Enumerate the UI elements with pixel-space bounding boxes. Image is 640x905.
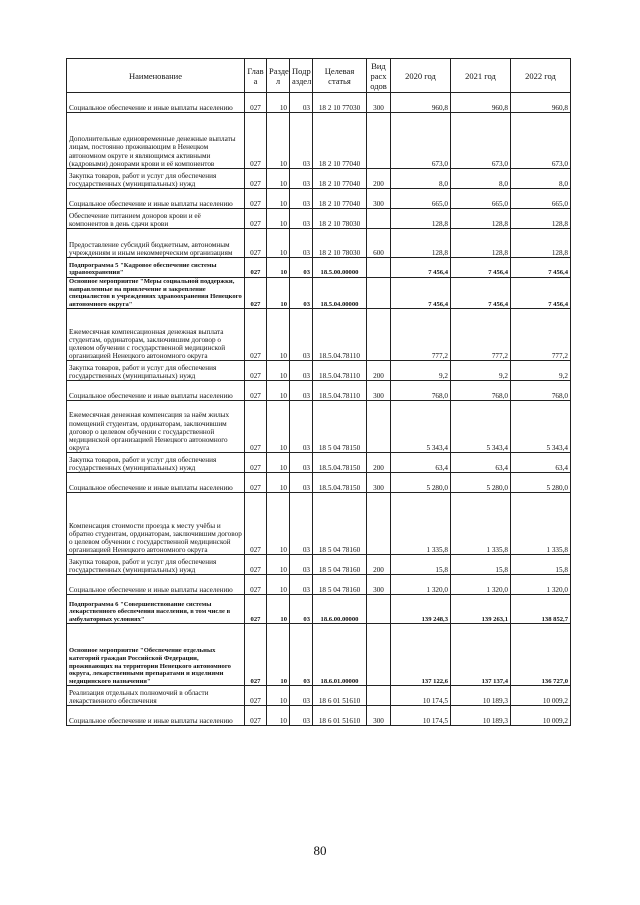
cell-podrazdel: 03 (290, 381, 313, 401)
cell-podrazdel: 03 (290, 624, 313, 686)
cell-statya: 18.5.04.78110 (313, 361, 367, 381)
cell-podrazdel: 03 (290, 209, 313, 229)
cell-y2022: 665,0 (511, 189, 571, 209)
table-row (67, 209, 571, 229)
cell-y2021: 15,8 (451, 555, 511, 575)
cell-glava: 027 (245, 278, 267, 309)
cell-name: Социальное обеспечение и иные выплаты населению (67, 473, 245, 493)
header-statya: Целевая статья (313, 59, 367, 93)
cell-podrazdel: 03 (290, 575, 313, 595)
table-row (67, 575, 571, 595)
cell-statya: 18.6.01.00000 (313, 624, 367, 686)
cell-y2020: 137 122,6 (391, 624, 451, 686)
cell-y2020: 1 320,0 (391, 575, 451, 595)
cell-vid: 200 (367, 361, 391, 381)
cell-podrazdel: 03 (290, 361, 313, 381)
cell-razdel: 10 (267, 169, 290, 189)
cell-glava: 027 (245, 169, 267, 189)
cell-vid (367, 258, 391, 278)
cell-podrazdel: 03 (290, 189, 313, 209)
cell-y2020: 10 174,5 (391, 686, 451, 706)
cell-y2020: 5 343,4 (391, 401, 451, 453)
table-row (67, 624, 571, 686)
cell-statya: 18 6 01 51610 (313, 686, 367, 706)
table-header-row (67, 59, 571, 93)
table-row (67, 706, 571, 726)
cell-y2022: 777,2 (511, 309, 571, 361)
cell-statya: 18.6.00.00000 (313, 595, 367, 624)
header-podrazdel: Подр аздел (290, 59, 313, 93)
cell-razdel: 10 (267, 555, 290, 575)
cell-name: Социальное обеспечение и иные выплаты населению (67, 575, 245, 595)
cell-name: Социальное обеспечение и иные выплаты населению (67, 706, 245, 726)
cell-podrazdel: 03 (290, 595, 313, 624)
table-row (67, 595, 571, 624)
cell-y2020: 9,2 (391, 361, 451, 381)
cell-vid: 200 (367, 453, 391, 473)
cell-statya: 18 2 10 78030 (313, 229, 367, 258)
cell-podrazdel: 03 (290, 258, 313, 278)
cell-razdel: 10 (267, 361, 290, 381)
cell-name: Дополнительные единовременные денежные выплаты лицам, постоянно проживающим в Ненецком автономном округе и являющимся активными (кадровыми) донорами крови и её компонентов (67, 113, 245, 169)
cell-glava: 027 (245, 229, 267, 258)
table-row (67, 401, 571, 453)
cell-podrazdel: 03 (290, 169, 313, 189)
cell-y2020: 960,8 (391, 93, 451, 113)
cell-y2021: 960,8 (451, 93, 511, 113)
cell-glava: 027 (245, 361, 267, 381)
cell-podrazdel: 03 (290, 309, 313, 361)
cell-y2022: 7 456,4 (511, 258, 571, 278)
cell-razdel: 10 (267, 229, 290, 258)
cell-name: Компенсация стоимости проезда к месту учёбы и обратно студентам, ординаторам, заключившим договор о целевом обучении с государственной медицинской организацией Ненецкого автономного округа (67, 493, 245, 555)
cell-name: Закупка товаров, работ и услуг для обеспечения государственных (муниципальных) нужд (67, 361, 245, 381)
cell-y2021: 128,8 (451, 229, 511, 258)
cell-y2021: 5 280,0 (451, 473, 511, 493)
cell-razdel: 10 (267, 381, 290, 401)
cell-glava: 027 (245, 93, 267, 113)
cell-y2021: 5 343,4 (451, 401, 511, 453)
cell-y2021: 1 320,0 (451, 575, 511, 595)
cell-y2020: 7 456,4 (391, 258, 451, 278)
cell-podrazdel: 03 (290, 229, 313, 258)
cell-podrazdel: 03 (290, 113, 313, 169)
cell-vid: 300 (367, 473, 391, 493)
cell-vid (367, 309, 391, 361)
cell-vid (367, 278, 391, 309)
table-row (67, 555, 571, 575)
cell-vid: 300 (367, 93, 391, 113)
cell-y2020: 673,0 (391, 113, 451, 169)
cell-y2020: 1 335,8 (391, 493, 451, 555)
cell-y2021: 128,8 (451, 209, 511, 229)
cell-vid: 600 (367, 229, 391, 258)
cell-razdel: 10 (267, 209, 290, 229)
table-row (67, 113, 571, 169)
cell-glava: 027 (245, 493, 267, 555)
cell-y2021: 10 189,3 (451, 686, 511, 706)
cell-y2020: 7 456,4 (391, 278, 451, 309)
cell-razdel: 10 (267, 401, 290, 453)
cell-y2021: 1 335,8 (451, 493, 511, 555)
cell-statya: 18 2 10 77030 (313, 93, 367, 113)
cell-vid (367, 624, 391, 686)
cell-podrazdel: 03 (290, 93, 313, 113)
table-row (67, 381, 571, 401)
cell-glava: 027 (245, 189, 267, 209)
header-vid: Вид расх одов (367, 59, 391, 93)
cell-glava: 027 (245, 209, 267, 229)
cell-y2021: 137 137,4 (451, 624, 511, 686)
table-row (67, 686, 571, 706)
cell-y2022: 138 852,7 (511, 595, 571, 624)
cell-razdel: 10 (267, 453, 290, 473)
header-glava: Глав а (245, 59, 267, 93)
table-body (67, 93, 571, 726)
table-row (67, 169, 571, 189)
cell-razdel: 10 (267, 493, 290, 555)
cell-y2020: 777,2 (391, 309, 451, 361)
cell-y2020: 15,8 (391, 555, 451, 575)
cell-podrazdel: 03 (290, 493, 313, 555)
cell-razdel: 10 (267, 189, 290, 209)
cell-glava: 027 (245, 555, 267, 575)
cell-y2021: 63,4 (451, 453, 511, 473)
cell-y2021: 777,2 (451, 309, 511, 361)
cell-y2021: 8,0 (451, 169, 511, 189)
cell-podrazdel: 03 (290, 555, 313, 575)
cell-statya: 18 5 04 78150 (313, 401, 367, 453)
cell-vid (367, 493, 391, 555)
cell-y2022: 5 343,4 (511, 401, 571, 453)
cell-vid: 300 (367, 706, 391, 726)
cell-name: Закупка товаров, работ и услуг для обеспечения государственных (муниципальных) нужд (67, 555, 245, 575)
cell-glava: 027 (245, 381, 267, 401)
cell-y2021: 768,0 (451, 381, 511, 401)
cell-y2020: 128,8 (391, 229, 451, 258)
cell-statya: 18 2 10 77040 (313, 189, 367, 209)
cell-name: Социальное обеспечение и иные выплаты населению (67, 93, 245, 113)
cell-y2022: 128,8 (511, 229, 571, 258)
cell-statya: 18.5.04.78110 (313, 381, 367, 401)
budget-table-sheet (66, 58, 570, 726)
cell-y2021: 7 456,4 (451, 258, 511, 278)
cell-y2020: 8,0 (391, 169, 451, 189)
cell-statya: 18.5.04.78110 (313, 309, 367, 361)
cell-razdel: 10 (267, 258, 290, 278)
cell-razdel: 10 (267, 93, 290, 113)
cell-glava: 027 (245, 686, 267, 706)
cell-y2022: 63,4 (511, 453, 571, 473)
cell-glava: 027 (245, 258, 267, 278)
page-number: 80 (313, 843, 327, 858)
cell-y2021: 10 189,3 (451, 706, 511, 726)
cell-vid (367, 401, 391, 453)
cell-statya: 18 6 01 51610 (313, 706, 367, 726)
cell-podrazdel: 03 (290, 473, 313, 493)
cell-podrazdel: 03 (290, 401, 313, 453)
cell-statya: 18.5.04.78150 (313, 473, 367, 493)
cell-podrazdel: 03 (290, 706, 313, 726)
cell-name: Закупка товаров, работ и услуг для обеспечения государственных (муниципальных) нужд (67, 453, 245, 473)
cell-name: Социальное обеспечение и иные выплаты населению (67, 381, 245, 401)
cell-y2022: 1 335,8 (511, 493, 571, 555)
cell-statya: 18 5 04 78160 (313, 555, 367, 575)
cell-glava: 027 (245, 575, 267, 595)
cell-name: Основное мероприятие "Обеспечение отдельных категорий граждан Российской Федерации, проживающих на территории Ненецкого автономного округа, лекарственными препаратами и изделиями медицинского назначения" (67, 624, 245, 686)
cell-razdel: 10 (267, 706, 290, 726)
cell-vid (367, 209, 391, 229)
cell-podrazdel: 03 (290, 278, 313, 309)
table-row (67, 309, 571, 361)
cell-vid: 300 (367, 189, 391, 209)
table-row (67, 229, 571, 258)
header-razdel: Разде л (267, 59, 290, 93)
table-row (67, 493, 571, 555)
cell-vid (367, 686, 391, 706)
cell-y2022: 9,2 (511, 361, 571, 381)
header-2021: 2021 год (451, 59, 511, 93)
cell-glava: 027 (245, 706, 267, 726)
cell-glava: 027 (245, 595, 267, 624)
cell-y2021: 665,0 (451, 189, 511, 209)
cell-vid: 200 (367, 555, 391, 575)
cell-name: Ежемесячная денежная компенсация за наём жилых помещений студентам, ординаторам, заключившим договор о целевом обучении с государственной медицинской организацией Ненецкого автономного округа (67, 401, 245, 453)
cell-y2020: 128,8 (391, 209, 451, 229)
table-row (67, 278, 571, 309)
cell-statya: 18 5 04 78160 (313, 493, 367, 555)
cell-name: Реализация отдельных полномочий в области лекарственного обеспечения (67, 686, 245, 706)
cell-statya: 18.5.00.00000 (313, 258, 367, 278)
cell-y2021: 139 263,1 (451, 595, 511, 624)
cell-statya: 18.5.04.00000 (313, 278, 367, 309)
cell-y2022: 7 456,4 (511, 278, 571, 309)
cell-razdel: 10 (267, 686, 290, 706)
cell-vid (367, 113, 391, 169)
cell-statya: 18.5.04.78150 (313, 453, 367, 473)
cell-razdel: 10 (267, 575, 290, 595)
cell-name: Обеспечение питанием доноров крови и её компонентов в день сдачи крови (67, 209, 245, 229)
cell-y2022: 768,0 (511, 381, 571, 401)
cell-statya: 18 5 04 78160 (313, 575, 367, 595)
cell-razdel: 10 (267, 113, 290, 169)
cell-y2022: 136 727,0 (511, 624, 571, 686)
cell-glava: 027 (245, 453, 267, 473)
cell-podrazdel: 03 (290, 453, 313, 473)
cell-name: Подпрограмма 5 "Кадровое обеспечение системы здравоохранения" (67, 258, 245, 278)
cell-name: Социальное обеспечение и иные выплаты населению (67, 189, 245, 209)
table-row (67, 361, 571, 381)
cell-razdel: 10 (267, 278, 290, 309)
cell-y2020: 665,0 (391, 189, 451, 209)
cell-name: Предоставление субсидий бюджетным, автономным учреждениям и иным некоммерческим организациям (67, 229, 245, 258)
cell-y2021: 673,0 (451, 113, 511, 169)
cell-razdel: 10 (267, 595, 290, 624)
budget-table (66, 58, 571, 726)
header-2020: 2020 год (391, 59, 451, 93)
table-row (67, 93, 571, 113)
cell-y2022: 1 320,0 (511, 575, 571, 595)
cell-name: Закупка товаров, работ и услуг для обеспечения государственных (муниципальных) нужд (67, 169, 245, 189)
table-row (67, 189, 571, 209)
cell-y2022: 10 009,2 (511, 706, 571, 726)
cell-y2022: 128,8 (511, 209, 571, 229)
cell-y2022: 10 009,2 (511, 686, 571, 706)
cell-y2022: 8,0 (511, 169, 571, 189)
cell-name: Подпрограмма 6 "Совершенствование системы лекарственного обеспечения населения, в том числе в амбулаторных условиях" (67, 595, 245, 624)
cell-statya: 18 2 10 77040 (313, 113, 367, 169)
cell-y2022: 5 280,0 (511, 473, 571, 493)
cell-y2020: 10 174,5 (391, 706, 451, 726)
cell-y2022: 15,8 (511, 555, 571, 575)
cell-razdel: 10 (267, 473, 290, 493)
table-row (67, 473, 571, 493)
cell-glava: 027 (245, 309, 267, 361)
cell-glava: 027 (245, 473, 267, 493)
cell-vid: 200 (367, 169, 391, 189)
header-2022: 2022 год (511, 59, 571, 93)
cell-y2020: 63,4 (391, 453, 451, 473)
cell-y2021: 9,2 (451, 361, 511, 381)
cell-statya: 18 2 10 77040 (313, 169, 367, 189)
cell-vid (367, 595, 391, 624)
table-row (67, 258, 571, 278)
cell-name: Ежемесячная компенсационная денежная выплата студентам, ординаторам, заключившим договор о целевом обучении с государственной медицинской организацией Ненецкого автономного округа (67, 309, 245, 361)
cell-name: Основное мероприятие "Меры социальной поддержки, направленные на привлечение и закрепление специалистов в учреждениях здравоохранения Ненецкого автономного округа" (67, 278, 245, 309)
cell-vid: 300 (367, 575, 391, 595)
cell-razdel: 10 (267, 624, 290, 686)
cell-statya: 18 2 10 78030 (313, 209, 367, 229)
cell-y2020: 5 280,0 (391, 473, 451, 493)
cell-y2021: 7 456,4 (451, 278, 511, 309)
table-row (67, 453, 571, 473)
cell-y2020: 139 248,3 (391, 595, 451, 624)
cell-razdel: 10 (267, 309, 290, 361)
cell-y2022: 673,0 (511, 113, 571, 169)
cell-glava: 027 (245, 624, 267, 686)
cell-glava: 027 (245, 401, 267, 453)
cell-vid: 300 (367, 381, 391, 401)
cell-podrazdel: 03 (290, 686, 313, 706)
cell-glava: 027 (245, 113, 267, 169)
cell-y2022: 960,8 (511, 93, 571, 113)
cell-y2020: 768,0 (391, 381, 451, 401)
header-name: Наименование (67, 59, 245, 93)
